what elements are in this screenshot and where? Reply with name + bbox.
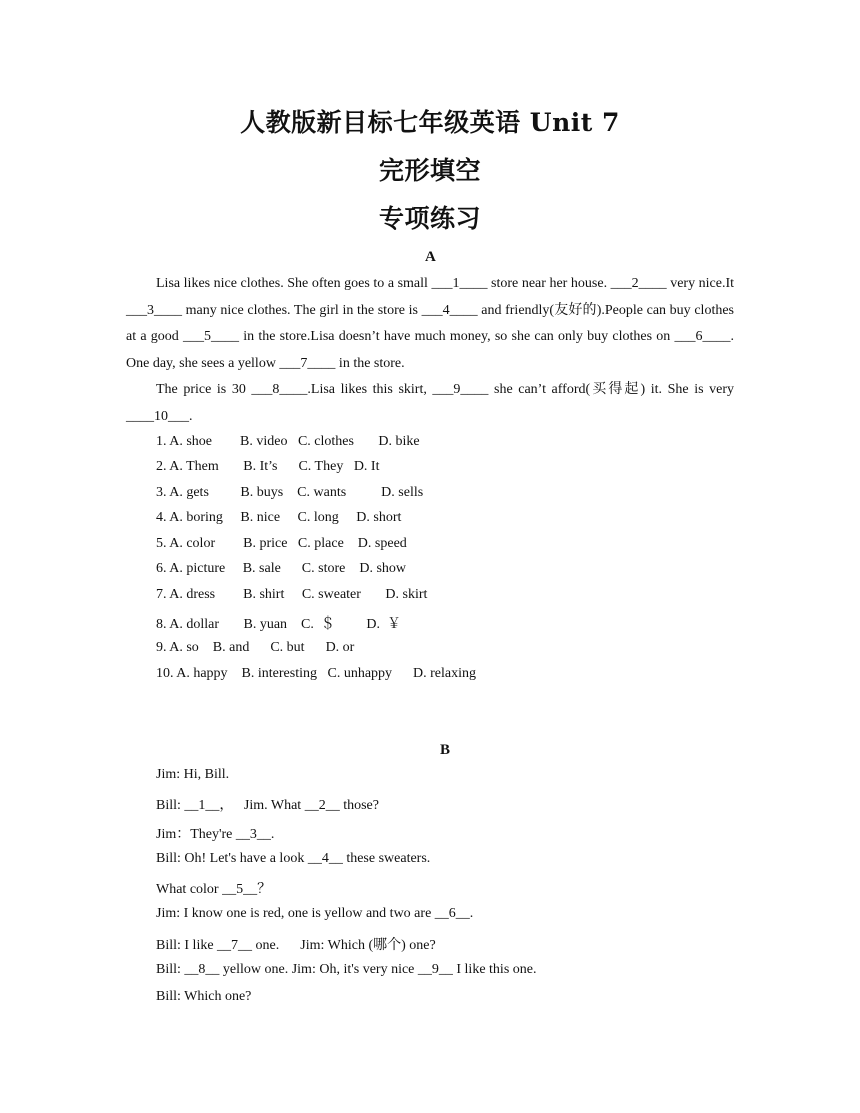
question-3-options: 3. A. gets B. buys C. wants D. sells xyxy=(156,485,424,500)
section-a-paragraph-2: The price is 30 ___8____.Lisa likes this skirt, ___9____ she can’t afford(买得起) it. She is very ____10___. xyxy=(126,382,734,424)
dialogue-line: Bill: Which one? xyxy=(156,989,252,1004)
dialogue-line: Jim: I know one is red, one is yellow and two are __6__. xyxy=(156,906,474,921)
question-8-options: 8. A. dollar B. yuan C. ＄ D. ￥ xyxy=(156,617,401,632)
document-subtitle-2: 专项练习 xyxy=(378,204,481,233)
section-a-paragraph-1: Lisa likes nice clothes. She often goes to a small ___1____ store near her house. ___2____ very nice.It ___3____ many nice clothes. The girl in the store is ___4____ and friendly(友好的).People can buy clothes at a good ___5____ in the store.Lisa doesn’t have much money, so she can only buy clothes on ___6____. One day, she sees a yellow ___7____ in the store. xyxy=(126,276,734,372)
question-9-options: 9. A. so B. and C. but D. or xyxy=(156,640,355,655)
document-title: 人教版新目标七年级英语 Unit 7 xyxy=(240,108,620,137)
dialogue-line: Bill: I like __7__ one. Jim: Which (哪个) one? xyxy=(156,938,436,953)
dialogue-line: What color __5__？ xyxy=(156,882,272,897)
section-b-heading: B xyxy=(440,742,451,758)
document-subtitle: 完形填空 xyxy=(378,156,481,185)
question-6-options: 6. A. picture B. sale C. store D. show xyxy=(156,561,407,576)
dialogue-line: Jim: Hi, Bill. xyxy=(156,767,230,782)
question-5-options: 5. A. color B. price C. place D. speed xyxy=(156,536,407,551)
question-10-options: 10. A. happy B. interesting C. unhappy D. relaxing xyxy=(156,666,477,681)
dialogue-line: Bill: Oh! Let's have a look __4__ these sweaters. xyxy=(156,851,431,866)
dialogue-line: Bill: __1__， Jim. What __2__ those? xyxy=(156,798,379,813)
question-4-options: 4. A. boring B. nice C. long D. short xyxy=(156,510,402,525)
question-7-options: 7. A. dress B. shirt C. sweater D. skirt xyxy=(156,587,428,602)
question-1-options: 1. A. shoe B. video C. clothes D. bike xyxy=(156,434,420,449)
question-2-options: 2. A. Them B. It’s C. They D. It xyxy=(156,459,380,474)
dialogue-line: Jim：They're __3__. xyxy=(156,827,275,842)
dialogue-line: Bill: __8__ yellow one. Jim: Oh, it's very nice __9__ I like this one. xyxy=(156,962,537,977)
section-a-heading: A xyxy=(425,249,436,265)
